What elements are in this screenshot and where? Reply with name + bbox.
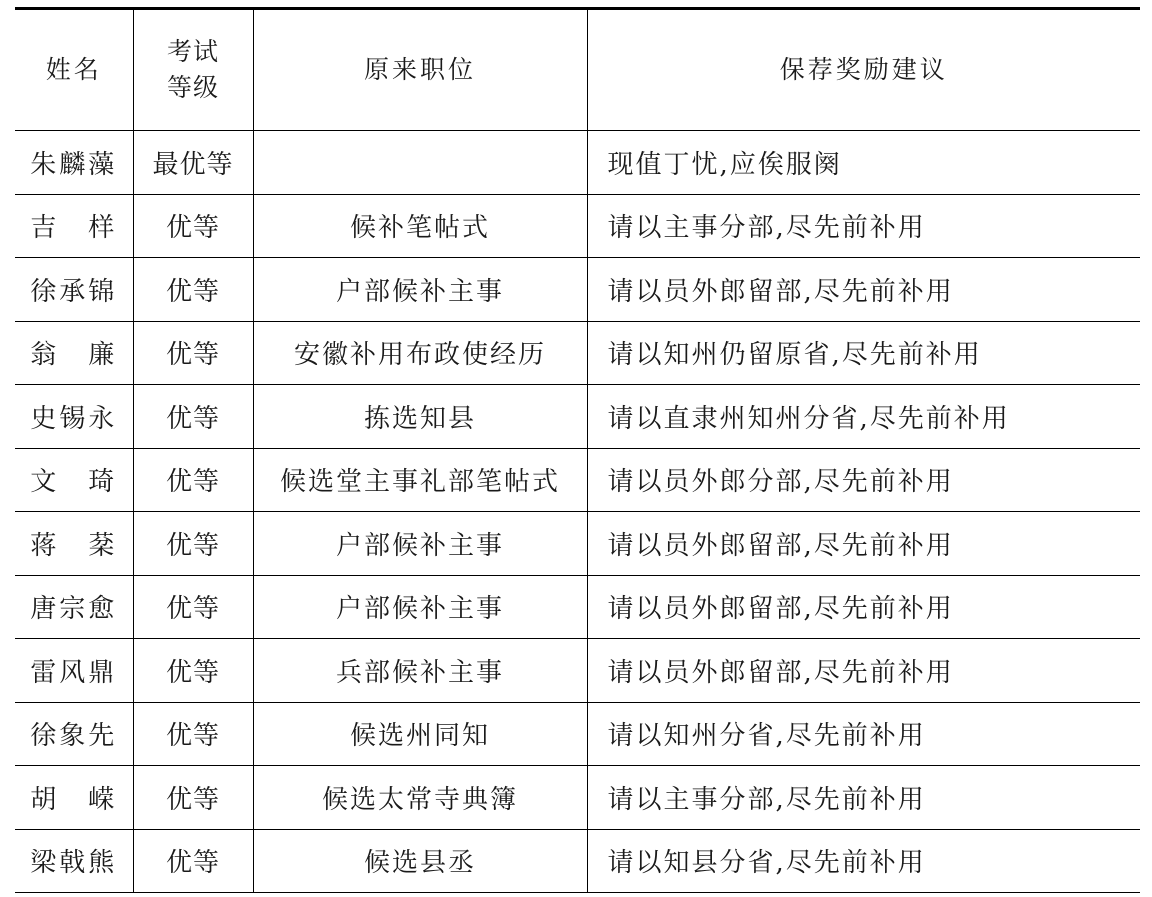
cell-grade: 优等 — [133, 512, 253, 576]
table-row — [15, 575, 1140, 639]
cell-name: 胡 嵘 — [15, 766, 133, 830]
header-grade-line2: 等级 — [166, 73, 219, 102]
cell-grade: 优等 — [133, 575, 253, 639]
cell-suggestion: 请以主事分部,尽先前补用 — [587, 766, 1140, 830]
cell-suggestion: 请以员外郎留部,尽先前补用 — [587, 575, 1140, 639]
table-row — [15, 258, 1140, 322]
cell-grade: 优等 — [133, 829, 253, 893]
header-row — [15, 9, 1140, 131]
recommendation-table — [15, 7, 1140, 893]
cell-name: 翁 廉 — [15, 321, 133, 385]
table-row — [15, 829, 1140, 893]
cell-name: 吉 样 — [15, 194, 133, 258]
cell-position: 候补笔帖式 — [253, 194, 587, 258]
cell-position: 候选堂主事礼部笔帖式 — [253, 448, 587, 512]
cell-position: 兵部候补主事 — [253, 639, 587, 703]
cell-suggestion: 请以员外郎留部,尽先前补用 — [587, 258, 1140, 322]
cell-grade: 优等 — [133, 702, 253, 766]
cell-name: 雷风鼎 — [15, 639, 133, 703]
cell-name: 唐宗愈 — [15, 575, 133, 639]
table-header — [15, 9, 1140, 131]
table-row — [15, 766, 1140, 830]
cell-grade: 优等 — [133, 385, 253, 449]
cell-position: 候选州同知 — [253, 702, 587, 766]
header-name: 姓名 — [15, 9, 133, 131]
cell-name: 徐象先 — [15, 702, 133, 766]
table-row — [15, 194, 1140, 258]
cell-grade: 优等 — [133, 258, 253, 322]
cell-name: 蒋 棻 — [15, 512, 133, 576]
cell-name: 徐承锦 — [15, 258, 133, 322]
cell-name: 史锡永 — [15, 385, 133, 449]
cell-position: 户部候补主事 — [253, 258, 587, 322]
cell-suggestion: 请以知州仍留原省,尽先前补用 — [587, 321, 1140, 385]
cell-grade: 优等 — [133, 194, 253, 258]
cell-suggestion: 请以员外郎分部,尽先前补用 — [587, 448, 1140, 512]
table-row — [15, 448, 1140, 512]
table-row — [15, 639, 1140, 703]
cell-position: 安徽补用布政使经历 — [253, 321, 587, 385]
cell-suggestion: 请以员外郎留部,尽先前补用 — [587, 639, 1140, 703]
table-row — [15, 702, 1140, 766]
cell-position: 户部候补主事 — [253, 512, 587, 576]
cell-grade: 优等 — [133, 766, 253, 830]
cell-position: 候选太常寺典簿 — [253, 766, 587, 830]
cell-suggestion: 请以员外郎留部,尽先前补用 — [587, 512, 1140, 576]
cell-grade: 优等 — [133, 639, 253, 703]
cell-suggestion: 请以主事分部,尽先前补用 — [587, 194, 1140, 258]
cell-suggestion: 请以直隶州知州分省,尽先前补用 — [587, 385, 1140, 449]
cell-name: 梁戟熊 — [15, 829, 133, 893]
table-row — [15, 385, 1140, 449]
cell-suggestion: 现值丁忧,应俟服阕 — [587, 131, 1140, 195]
cell-grade: 优等 — [133, 448, 253, 512]
header-grade-line1: 考试 — [166, 37, 219, 66]
cell-suggestion: 请以知州分省,尽先前补用 — [587, 702, 1140, 766]
cell-position: 户部候补主事 — [253, 575, 587, 639]
cell-name: 文 琦 — [15, 448, 133, 512]
header-suggestion: 保荐奖励建议 — [587, 9, 1140, 131]
header-grade — [133, 9, 253, 131]
cell-position: 拣选知县 — [253, 385, 587, 449]
table-row — [15, 131, 1140, 195]
cell-position: 候选县丞 — [253, 829, 587, 893]
table-row — [15, 321, 1140, 385]
cell-grade: 优等 — [133, 321, 253, 385]
cell-suggestion: 请以知县分省,尽先前补用 — [587, 829, 1140, 893]
table-row — [15, 512, 1140, 576]
table-body — [15, 131, 1140, 893]
cell-position — [253, 131, 587, 195]
cell-grade: 最优等 — [133, 131, 253, 195]
cell-name: 朱麟藻 — [15, 131, 133, 195]
header-position: 原来职位 — [253, 9, 587, 131]
